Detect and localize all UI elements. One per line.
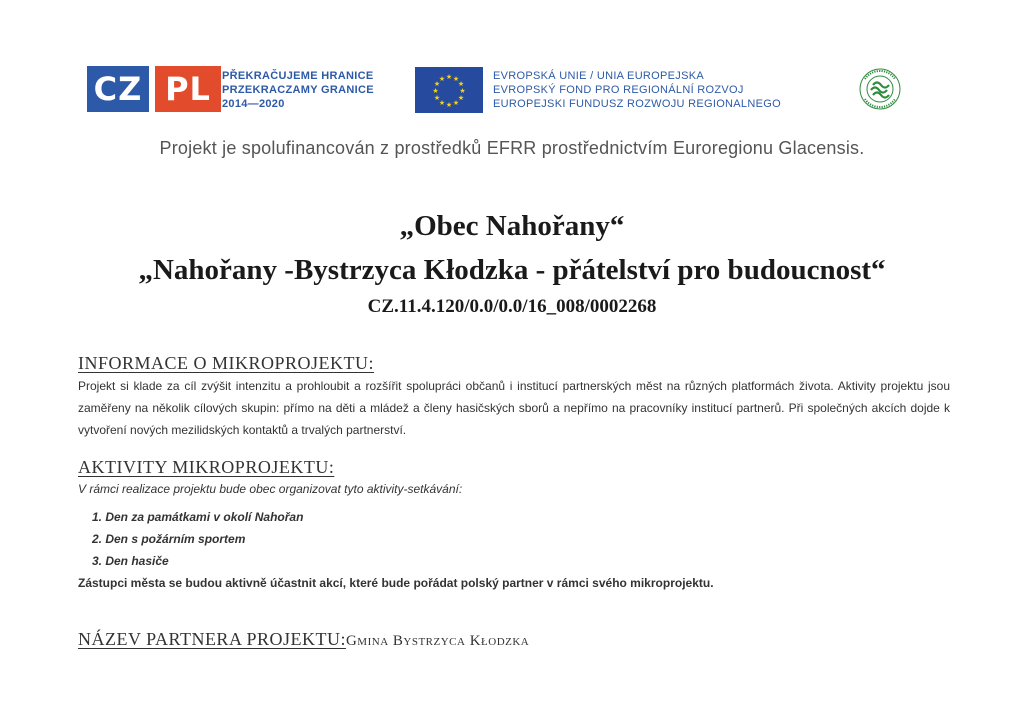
- eu-line: EUROPEJSKI FUNDUSZ ROZWOJU REGIONALNEGO: [493, 98, 781, 110]
- czpl-logo: [87, 66, 221, 112]
- svg-text:★: ★: [445, 73, 453, 81]
- czpl-logo-text: [222, 69, 374, 111]
- list-item: 2. Den s požárním sportem: [92, 532, 246, 546]
- svg-text:★: ★: [433, 80, 441, 88]
- project-info-text: Projekt si klade za cíl zvýšit intenzitu a prohloubit a rozšířit spolupráci občanů i institucí partnerských měst na různých platformách života. Aktivity projektu jsou zaměřeny na několik cílových skupin: přímo na děti a mládež a členy hasičských sborů a nepřímo na pracovníky institucí partnerů. Při společných akcích dojde k vytvoření nových mezilidských kontaktů a trvalých partnerství.: [78, 379, 950, 437]
- czpl-line: PŘEKRAČUJEME HRANICE: [222, 70, 374, 82]
- svg-text:★: ★: [459, 87, 466, 95]
- eu-flag-icon: [415, 67, 483, 113]
- eu-line: EVROPSKÁ UNIE / UNIA EUROPEJSKA: [493, 70, 705, 82]
- partner-label: NÁZEV PARTNERA PROJEKTU:: [78, 629, 346, 649]
- czpl-line: PRZEKRACZAMY GRANICE: [222, 84, 374, 96]
- svg-text:★: ★: [432, 87, 439, 95]
- activities-list: [92, 506, 303, 572]
- title-municipality: „Obec Nahořany“: [399, 210, 625, 242]
- project-code: CZ.11.4.120/0.0/0.0/16_008/0002268: [367, 296, 657, 317]
- representatives-note: Zástupci města se budou aktivně účastnit akcí, které bude pořádat polský partner v rámci svého mikroprojektu.: [78, 576, 714, 590]
- czpl-logo-cz: CZ: [87, 66, 149, 112]
- heading-activities: AKTIVITY MIKROPROJEKTU:: [78, 457, 335, 477]
- title-project-name: „Nahořany -Bystrzyca Kłodzka - přátelství pro budoucnost“: [138, 254, 886, 286]
- eu-line: EVROPSKÝ FOND PRO REGIONÁLNÍ ROZVOJ: [493, 84, 744, 96]
- partner-name: Gmina Bystrzyca Kłodzka: [345, 633, 530, 649]
- svg-text:★: ★: [457, 94, 465, 102]
- czpl-logo-pl: PL: [155, 66, 221, 112]
- svg-text:★: ★: [433, 94, 441, 102]
- cofinancing-statement: Projekt je spolufinancován z prostředků EFRR prostřednictvím Euroregionu Glacensis.: [159, 138, 865, 158]
- list-item: 1. Den za památkami v okolí Nahořan: [92, 510, 304, 524]
- eu-logo-text: [493, 69, 781, 111]
- svg-text:★: ★: [457, 80, 465, 88]
- svg-text:★: ★: [452, 99, 460, 107]
- heading-project-info: INFORMACE O MIKROPROJEKTU:: [78, 353, 375, 373]
- svg-text:★: ★: [452, 75, 460, 83]
- svg-text:★: ★: [438, 99, 446, 107]
- czpl-line: 2014—2020: [222, 98, 285, 110]
- euroregion-glacensis-logo-icon: [858, 67, 902, 111]
- partner-line: [78, 629, 529, 650]
- svg-text:★: ★: [438, 75, 446, 83]
- list-item: 3. Den hasiče: [92, 554, 169, 568]
- svg-text:★: ★: [445, 101, 453, 109]
- activities-intro: V rámci realizace projektu bude obec organizovat tyto aktivity-setkávání:: [78, 482, 463, 496]
